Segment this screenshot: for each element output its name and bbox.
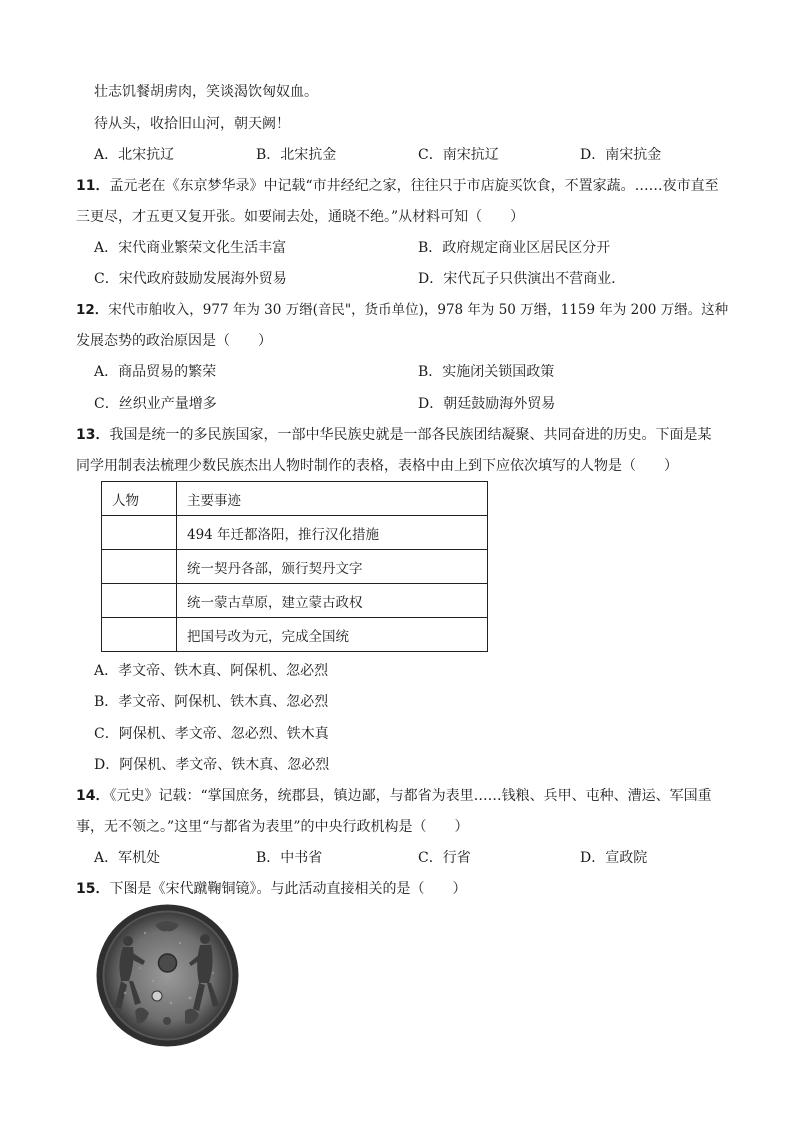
q11-option-a: A．宋代商业繁荣文化生活丰富 [94,240,287,256]
table-header-deeds: 主要事迹 [177,482,488,516]
q10-option-c: C．南宋抗辽 [418,147,499,163]
table-cell-person [102,516,177,550]
q14-number: 14． [76,788,110,804]
q10-option-b: B．北宋抗金 [256,147,337,163]
q14-stem-line-1 [76,786,712,806]
table-row [102,584,488,618]
q11-stem-line-2: 三更尽，才五更又复开张。如要闹去处，通晓不绝。”从材料可知（ ） [76,209,525,225]
table-row [102,516,488,550]
q10-option-a: A．北宋抗辽 [94,147,175,163]
q14-option-b: B．中书省 [256,850,323,866]
table-cell-deeds: 把国号改为元，完成全国统 [177,618,488,652]
q14-option-d: D．宣政院 [580,850,648,866]
q10-option-d: D．南宋抗金 [580,147,662,163]
table-cell-deeds: 494 年迁都洛阳，推行汉化措施 [177,516,488,550]
table-cell-deeds: 统一蒙古草原，建立蒙古政权 [177,584,488,618]
table-cell-person [102,550,177,584]
q15-stem-line-1 [76,879,466,899]
q15-number: 15． [76,881,110,897]
q13-option-d: D．阿保机、孝文帝、铁木真、忽必烈 [94,757,330,773]
q13-number: 13． [76,427,110,443]
q12-stem-line-1 [76,300,728,320]
poem-line-1: 壮志饥餐胡虏肉，笑谈渴饮匈奴血。 [94,84,318,100]
table-row [102,618,488,652]
q11-number: 11． [76,178,110,194]
q11-stem-text-1: 孟元老在《东京梦华录》中记载“市井经纪之家，往往只于市店旋买饮食，不置家蔬。……夜市直至 [109,178,719,194]
table-cell-person [102,618,177,652]
table-cell-person [102,584,177,618]
q12-number: 12． [76,302,109,318]
q14-stem-line-2: 事，无不领之。”这里“与都省为表里”的中央行政机构是（ ） [76,819,469,835]
table-cell-deeds: 统一契丹各部，颁行契丹文字 [177,550,488,584]
q13-option-b: B．孝文帝、阿保机、铁木真、忽必烈 [94,694,329,710]
poem-line-2: 待从头，收拾旧山河，朝天阙！ [94,116,290,132]
q12-option-b: B．实施闭关锁国政策 [418,364,555,380]
q14-option-a: A．军机处 [94,850,161,866]
q12-option-d: D．朝廷鼓励海外贸易 [418,396,556,412]
table-header-person: 人物 [102,482,177,516]
ball-shape [152,991,162,1001]
q13-option-a: A．孝文帝、铁木真、阿保机、忽必烈 [94,663,329,679]
mirror-svg [95,903,240,1048]
bronze-mirror-image [95,903,240,1048]
q14-stem-text-1: 《元史》记载：“掌国庶务，统郡县，镇边鄙，与都省为表里……钱粮、兵甲、屯种、漕运、军国重 [109,788,712,804]
q13-stem-line-1 [76,425,711,445]
q12-stem-line-2: 发展态势的政治原因是（ ） [76,333,272,349]
q12-stem-text-1: 宋代市舶收入，977 年为 30 万缗(音民"，货币单位)，978 年为 50 万缗，1159 年为 200 万缗。这种 [108,302,729,318]
mirror-knob [159,954,177,972]
q12-option-a: A．商品贸易的繁荣 [94,364,217,380]
q15-stem-text-1: 下图是《宋代蹴鞠铜镜》。与此活动直接相关的是（ ） [109,881,467,897]
q13-stem-text-1: 我国是统一的多民族国家，一部中华民族史就是一部各民族团结凝聚、共同奋进的历史。下面是某 [109,427,712,443]
q11-stem-line-1 [76,176,719,196]
q11-option-d: D．宋代瓦子只供演出不营商业． [418,271,626,287]
q13-stem-line-2: 同学用制表法梳理少数民族杰出人物时制作的表格，表格中由上到下应依次填写的人物是（ ） [76,458,678,474]
figures-table [101,481,488,652]
q12-option-c: C．丝织业产量增多 [94,396,217,412]
q11-option-b: B．政府规定商业区居民区分开 [418,240,611,256]
q13-option-c: C．阿保机、孝文帝、忽必烈、铁木真 [94,726,329,742]
q14-option-c: C．行省 [418,850,471,866]
table-row [102,550,488,584]
table-header-row [102,482,488,516]
q11-option-c: C．宋代政府鼓励发展海外贸易 [94,271,287,287]
